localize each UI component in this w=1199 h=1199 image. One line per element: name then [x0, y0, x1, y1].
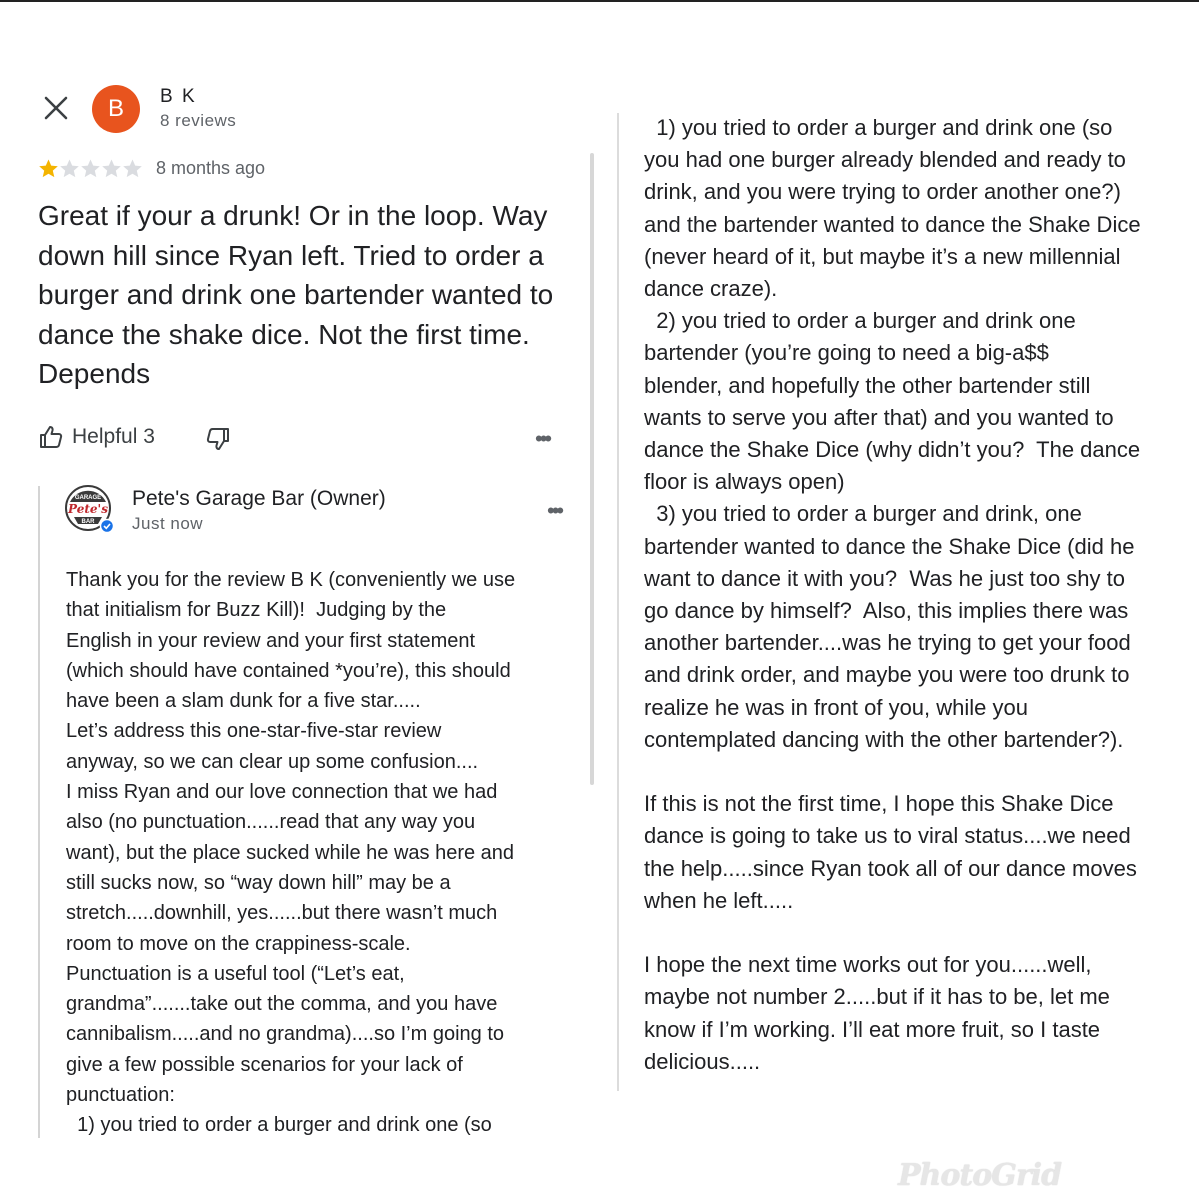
- star-filled-icon: [38, 158, 59, 179]
- thumb-up-icon: [38, 424, 64, 450]
- star-empty-icon: [101, 158, 122, 179]
- scrollbar[interactable]: [590, 153, 594, 785]
- avatar[interactable]: [92, 85, 140, 133]
- reviewer-review-count: 8 reviews: [160, 111, 237, 130]
- owner-reply-text: Thank you for the review B K (conveniently we use that initialism for Buzz Kill)! Judging by the English in your review and your first statement (which should have contained *you’re), this should have been a slam dunk for a five star..... Let’s address this one-star-five-star review anyway, so we can clear up some confusion.... I miss Ryan and our love connection that we had also (no punctuation......read that any way you want), but the place sucked while he was here and still sucks now, so “way down hill” may be a stretch.....downhill, yes......but there wasn’t much room to move on the crappiness-scale. Punctuation is a useful tool (“Let’s eat, grandma”.......take out the comma, and you have cannibalism.....and no grandma)....so I’m going to give a few possible scenarios for your lack of punctuation: 1) you tried to order a burger and drink one (so: [66, 569, 516, 1137]
- logo-text-bar: BAR: [81, 519, 95, 525]
- logo-text-petes: Pete's: [68, 502, 108, 516]
- star-empty-icon: [122, 158, 143, 179]
- thumb-down-icon[interactable]: [203, 425, 231, 453]
- reply-indent-bar: [38, 486, 40, 1138]
- close-icon[interactable]: [42, 94, 70, 122]
- watermark: PhotoGrid: [898, 1158, 1062, 1193]
- reply-more-options-icon[interactable]: •••: [547, 498, 562, 523]
- star-rating: [38, 158, 143, 179]
- more-options-icon[interactable]: •••: [535, 426, 550, 451]
- owner-name[interactable]: Pete's Garage Bar (Owner): [132, 487, 386, 510]
- helpful-label: Helpful 3: [72, 425, 155, 448]
- star-empty-icon: [80, 158, 101, 179]
- star-empty-icon: [59, 158, 80, 179]
- continuation-indent-bar: [617, 113, 619, 1091]
- helpful-button[interactable]: [38, 424, 155, 450]
- review-time: 8 months ago: [156, 158, 266, 178]
- logo-text-garage: GARAGE: [74, 495, 102, 501]
- verified-badge-icon: [101, 520, 114, 533]
- review-text: Great if your a drunk! Or in the loop. Way down hill since Ryan left. Tried to order a burger and drink one bartender wanted to dance the shake dice. Not the first time. Depends: [38, 200, 554, 389]
- reviewer-name[interactable]: B K: [160, 86, 197, 107]
- avatar-letter: B: [107, 95, 124, 122]
- owner-logo[interactable]: [64, 484, 114, 534]
- owner-reply-time: Just now: [132, 514, 204, 533]
- owner-reply-continuation: 1) you tried to order a burger and drink one (so you had one burger already blended and ready to drink, and you were trying to order another one?) and the bartender wanted to dance the Shake Dice (never heard of it, but maybe it’s a new millennial dance craze). 2) you tried to order a burger and drink one bartender (you’re going to need a big-a$$ blender, and hopefully the other bartender still wants to serve you after that) and you wanted to dance the Shake Dice (why didn’t you? The dance floor is always open) 3) you tried to order a burger and drink, one bartender wanted to dance the Shake Dice (did he want to dance it with you? Was he just too shy to go dance by himself? Also, this implies there was another bartender....was he trying to get your food and drink order, and maybe you were too drunk to realize he was in front of you, while you contemplated dancing with the other bartender?). If this is not the first time, I hope this Shake Dice dance is going to take us to viral status....we need the help.....since Ryan took all of our dance moves when he left..... I hope the next time works out for you......well, maybe not number 2.....but if it has to be, let me know if I’m working. I’ll eat more fruit, so I taste delicious.....: [644, 115, 1141, 1074]
